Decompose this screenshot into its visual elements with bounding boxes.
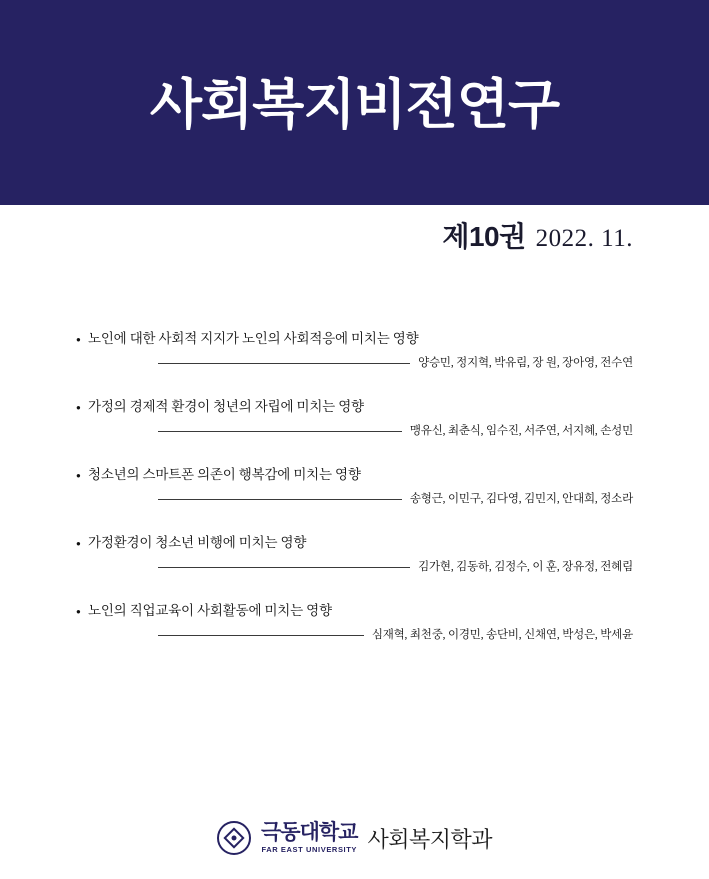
university-name-ko: 극동대학교 (261, 821, 358, 845)
toc-entry-authors-row (76, 626, 633, 642)
toc-entry[interactable] (0, 466, 709, 506)
toc-entry-authors-row (76, 558, 633, 574)
toc-entry-authors-row (76, 490, 633, 506)
toc-entry-authors: 양승민, 정지혁, 박유림, 장 원, 장아영, 전수연 (418, 357, 633, 369)
header-band (0, 0, 709, 205)
toc-entry-authors: 김가현, 김동하, 김정수, 이 훈, 장유정, 전혜림 (418, 561, 633, 573)
toc-entry-authors: 심재혁, 최천중, 이경민, 송단비, 신채연, 박성은, 박세윤 (371, 629, 633, 641)
department-name: 사회복지학과 (367, 826, 492, 852)
toc-entry[interactable] (0, 330, 709, 370)
table-of-contents (0, 330, 709, 670)
volume-date: 2022. 11. (535, 225, 633, 252)
toc-entry[interactable] (0, 398, 709, 438)
toc-entry-title: ● 노인에 대한 사회적 지지가 노인의 사회적응에 미치는 영향 (76, 330, 633, 348)
toc-rule (158, 431, 402, 432)
toc-entry-authors: 맹유신, 최춘식, 임수진, 서주연, 서지혜, 손성민 (409, 425, 633, 437)
toc-entry-title: ● 노인의 직업교육이 사회활동에 미치는 영향 (76, 602, 633, 620)
toc-entry-title: ● 가정의 경제적 환경이 청년의 자립에 미치는 영향 (76, 398, 633, 416)
toc-rule (158, 567, 410, 568)
toc-rule (158, 363, 410, 364)
volume-number: 제10권 (442, 221, 526, 252)
university-name-block (261, 822, 357, 854)
toc-entry[interactable] (0, 534, 709, 574)
footer-brand (0, 821, 709, 855)
toc-entry[interactable] (0, 602, 709, 642)
university-crest-icon (217, 821, 251, 855)
toc-entry-title: ● 가정환경이 청소년 비행에 미치는 영향 (76, 534, 633, 552)
journal-title: 사회복지비전연구 (149, 75, 560, 135)
toc-rule (158, 499, 402, 500)
toc-entry-authors-row (76, 354, 633, 370)
university-name-en: FAR EAST UNIVERSITY (261, 845, 358, 855)
toc-entry-authors-row (76, 422, 633, 438)
volume-line (442, 215, 633, 255)
toc-entry-authors: 송형근, 이민구, 김다영, 김민지, 안대희, 정소라 (409, 493, 633, 505)
toc-rule (158, 635, 364, 636)
toc-entry-title: ● 청소년의 스마트폰 의존이 행복감에 미치는 영향 (76, 466, 633, 484)
